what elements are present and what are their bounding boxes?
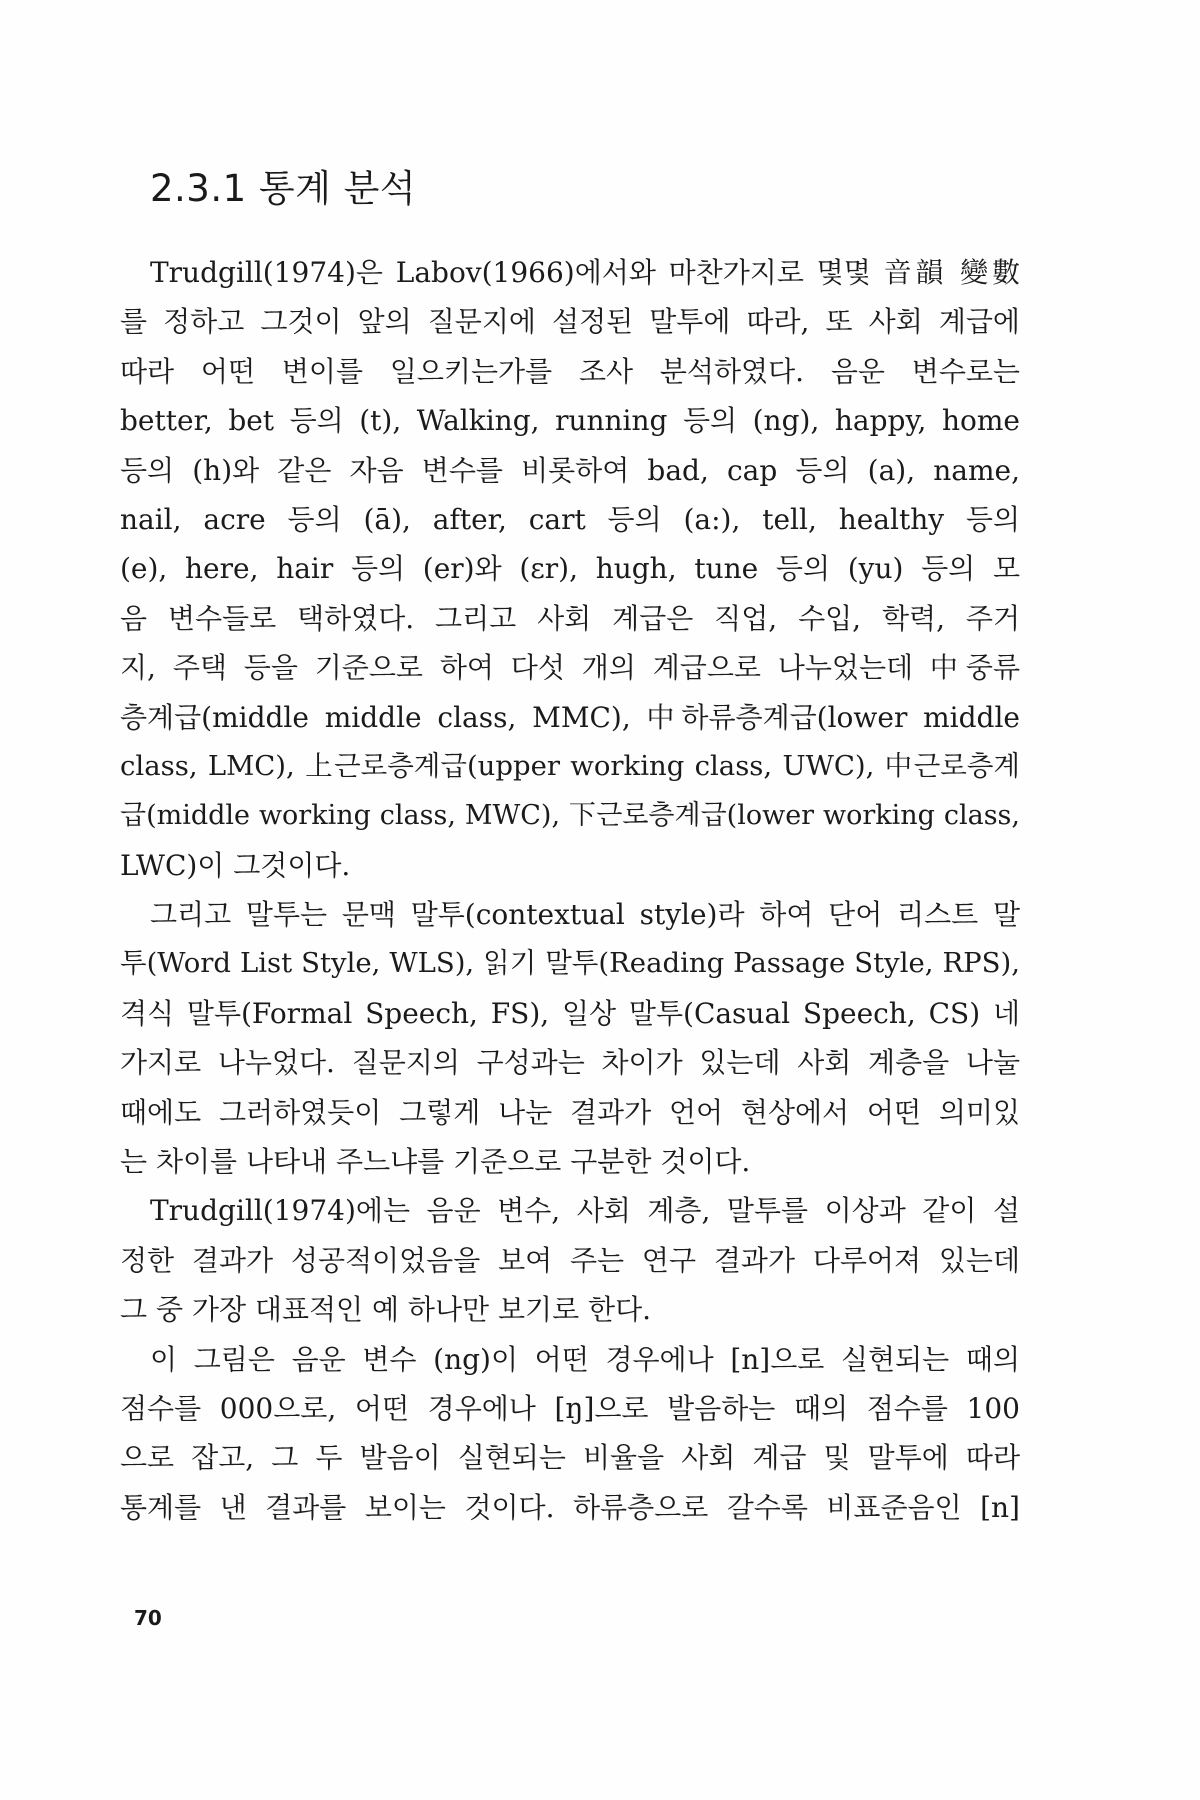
- text-line: 따라 어떤 변이를 일으키는가를 조사 분석하였다. 음운 변수로는: [120, 354, 1020, 388]
- text-line: 급(middle working class, MWC), 下근로층계급(lower working class,: [120, 800, 1020, 832]
- text-line: 그 중 가장 대표적인 예 하나만 보기로 한다.: [120, 1293, 652, 1327]
- text-line: 등의 (h)와 같은 자음 변수를 비롯하여 bad, cap 등의 (a), name,: [120, 453, 1020, 487]
- text-line: 통계를 낸 결과를 보이는 것이다. 하류층으로 갈수록 비표준음인 [n]: [120, 1490, 1020, 1524]
- text-line: Trudgill(1974)은 Labov(1966)에서와 마찬가지로 몇몇 音韻 變數: [150, 256, 1020, 289]
- text-line: LWC)이 그것이다.: [120, 848, 351, 882]
- text-line: 정한 결과가 성공적이었음을 보여 주는 연구 결과가 다루어져 있는데: [120, 1243, 1020, 1277]
- text-line: better, bet 등의 (t), Walking, running 등의 (ng), happy, home: [120, 404, 1020, 438]
- text-line: 음 변수들로 택하였다. 그리고 사회 계급은 직업, 수입, 학력, 주거: [120, 601, 1020, 635]
- text-line: 점수를 000으로, 어떤 경우에나 [ŋ]으로 발음하는 때의 점수를 100: [120, 1391, 1020, 1425]
- text-line: 이 그림은 음운 변수 (ng)이 어떤 경우에나 [n]으로 실현되는 때의: [150, 1342, 1020, 1376]
- text-line: 투(Word List Style, WLS), 읽기 말투(Reading Passage Style, RPS),: [120, 947, 1020, 980]
- text-line: 층계급(middle middle class, MMC), 中하류층계급(lower middle: [120, 700, 1020, 734]
- text-line: 으로 잡고, 그 두 발음이 실현되는 비율을 사회 계급 및 말투에 따라: [120, 1441, 1020, 1475]
- text-line: Trudgill(1974)에는 음운 변수, 사회 계층, 말투를 이상과 같이 설: [150, 1194, 1020, 1228]
- text-line: (e), here, hair 등의 (er)와 (ɛr), hugh, tune 등의 (yu) 등의 모: [120, 552, 1020, 586]
- text-line: 는 차이를 나타내 주느냐를 기준으로 구분한 것이다.: [120, 1145, 751, 1179]
- text-line: 격식 말투(Formal Speech, FS), 일상 말투(Casual Speech, CS) 네: [120, 996, 1020, 1030]
- text-line: nail, acre 등의 (ā), after, cart 등의 (a:), tell, healthy 등의: [120, 502, 1020, 536]
- text-line: 때에도 그러하였듯이 그렇게 나눈 결과가 언어 현상에서 어떤 의미있: [120, 1095, 1020, 1129]
- section-heading: 2.3.1 통계 분석: [150, 167, 417, 210]
- text-line: 그리고 말투는 문맥 말투(contextual style)라 하여 단어 리스트 말: [150, 898, 1020, 932]
- text-line: 지, 주택 등을 기준으로 하여 다섯 개의 계급으로 나누었는데 中중류: [120, 651, 1020, 685]
- text-line: 를 정하고 그것이 앞의 질문지에 설정된 말투에 따라, 또 사회 계급에: [120, 305, 1020, 339]
- text-line: 가지로 나누었다. 질문지의 구성과는 차이가 있는데 사회 계층을 나눌: [120, 1046, 1020, 1080]
- text-line: class, LMC), 上근로층계급(upper working class, UWC), 中근로층계: [120, 749, 1020, 782]
- body-text: [120, 248, 1020, 1532]
- page-number: 70: [134, 1606, 162, 1630]
